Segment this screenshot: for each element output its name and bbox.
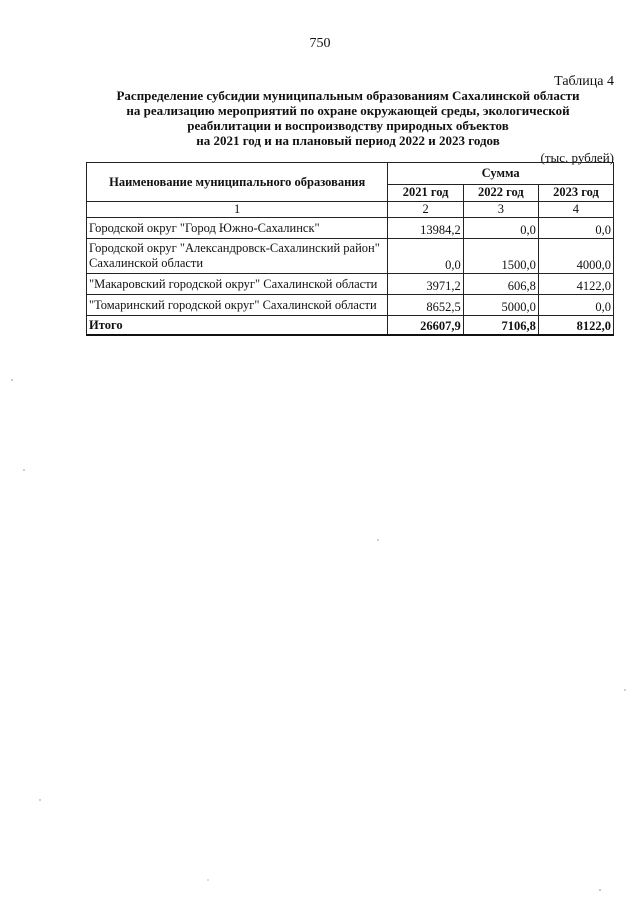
total-label: Итого (87, 316, 388, 336)
value-2021: 13984,2 (388, 218, 463, 239)
column-header-name: Наименование муниципального образования (87, 163, 388, 202)
title-line: на 2021 год и на плановый период 2022 и 2023 годов (196, 133, 500, 148)
title-line: на реализацию мероприятий по охране окружающей среды, экологической (126, 103, 570, 118)
column-number: 1 (87, 202, 388, 218)
title-line: реабилитации и воспроизводству природных объектов (187, 118, 509, 133)
column-number-row (87, 202, 614, 218)
column-header-year: 2022 год (463, 184, 538, 201)
page-number: 750 (309, 36, 331, 51)
subsidy-table (86, 162, 614, 336)
value-2023: 4122,0 (538, 274, 613, 295)
value-2022: 5000,0 (463, 295, 538, 316)
value-2022: 1500,0 (463, 239, 538, 274)
column-number: 4 (538, 202, 613, 218)
table-row (87, 295, 614, 316)
municipality-name: Городской округ "Город Южно-Сахалинск" (87, 218, 388, 239)
table-label: Таблица 4 (554, 74, 614, 89)
total-2021: 26607,9 (388, 316, 463, 336)
value-2022: 606,8 (463, 274, 538, 295)
table-row (87, 274, 614, 295)
document-title (88, 88, 608, 148)
header-row (87, 163, 614, 185)
table-row (87, 218, 614, 239)
total-2023: 8122,0 (538, 316, 613, 336)
column-number: 2 (388, 202, 463, 218)
column-header-sum: Сумма (388, 163, 614, 185)
value-2021: 8652,5 (388, 295, 463, 316)
title-line: Распределение субсидии муниципальным образованиям Сахалинской области (116, 88, 580, 103)
value-2023: 0,0 (538, 218, 613, 239)
municipality-name: Городской округ "Александровск-Сахалинский район" Сахалинской области (87, 239, 388, 274)
column-header-year: 2021 год (388, 184, 463, 201)
table-row (87, 239, 614, 274)
value-2023: 0,0 (538, 295, 613, 316)
column-number: 3 (463, 202, 538, 218)
units-label: (тыс. рублей) (540, 150, 614, 165)
value-2021: 3971,2 (388, 274, 463, 295)
value-2021: 0,0 (388, 239, 463, 274)
total-row (87, 316, 614, 336)
column-header-year: 2023 год (538, 184, 613, 201)
municipality-name: "Томаринский городской округ" Сахалинской области (87, 295, 388, 316)
value-2022: 0,0 (463, 218, 538, 239)
municipality-name: "Макаровский городской округ" Сахалинской области (87, 274, 388, 295)
value-2023: 4000,0 (538, 239, 613, 274)
total-2022: 7106,8 (463, 316, 538, 336)
